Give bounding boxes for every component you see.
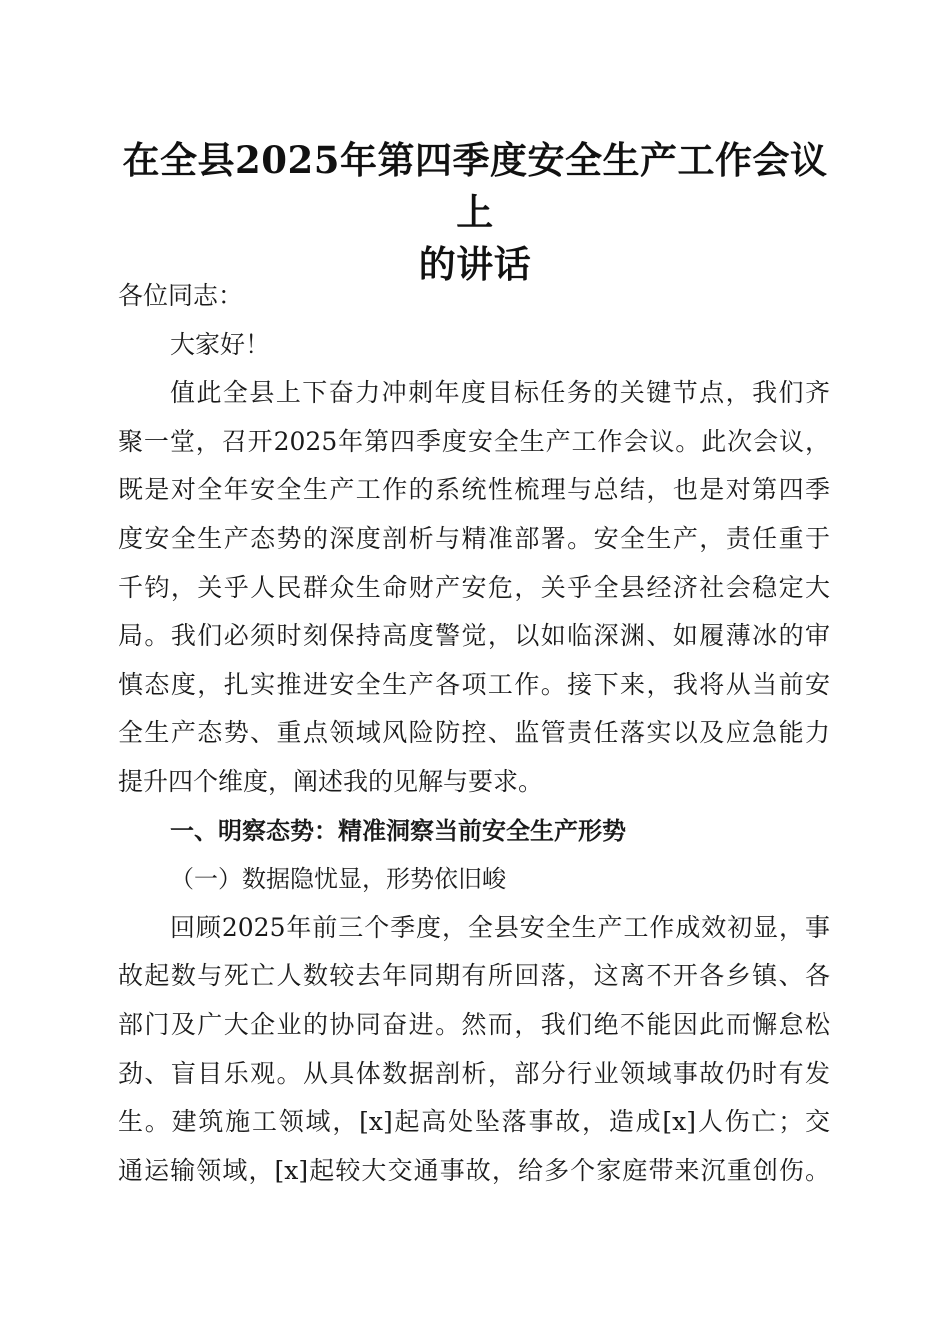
paragraph-line: 值此全县上下奋力冲刺年度目标任务的关键节点，我们齐 (170, 378, 830, 408)
section-heading: 一、明察态势：精准洞察当前安全生产形势 (170, 816, 626, 845)
paragraph-line: 通运输领域，[x]起较大交通事故，给多个家庭带来沉重创伤。 (118, 1155, 830, 1185)
paragraph-line: 回顾2025年前三个季度，全县安全生产工作成效初显，事 (170, 912, 830, 942)
paragraph-line: 慎态度，扎实推进安全生产各项工作。接下来，我将从当前安 (118, 669, 830, 699)
title-line-2: 的讲话 (418, 242, 532, 286)
paragraph-line: 局。我们必须时刻保持高度警觉，以如临深渊、如履薄冰的审 (118, 621, 830, 651)
paragraph-line: 部门及广大企业的协同奋进。然而，我们绝不能因此而懈怠松 (118, 1009, 830, 1039)
paragraph-line: 全生产态势、重点领域风险防控、监管责任落实以及应急能力 (118, 718, 830, 748)
paragraph-line: 千钧，关乎人民群众生命财产安危，关乎全县经济社会稳定大 (118, 572, 830, 602)
paragraph-line: 既是对全年安全生产工作的系统性梳理与总结，也是对第四季 (118, 475, 830, 505)
paragraph-line: 度安全生产态势的深度剖析与精准部署。安全生产，责任重于 (118, 523, 830, 553)
paragraph-line: 提升四个维度，阐述我的见解与要求。 (118, 766, 544, 796)
paragraph-line: 故起数与死亡人数较去年同期有所回落，这离不开各乡镇、各 (118, 961, 830, 991)
subsection-heading: （一）数据隐忧显，形势依旧峻 (170, 865, 506, 894)
paragraph-line: 劲、盲目乐观。从具体数据剖析，部分行业领域事故仍时有发 (118, 1058, 830, 1088)
title-line-1: 在全县2025年第四季度安全生产工作会议上 (122, 138, 828, 234)
document-title (110, 134, 840, 290)
paragraph-line: 生。建筑施工领域，[x]起高处坠落事故，造成[x]人伤亡；交 (118, 1107, 830, 1137)
greeting: 大家好！ (170, 329, 271, 359)
salutation: 各位同志： (118, 281, 244, 310)
paragraph-review (118, 904, 830, 1196)
document-body (118, 272, 830, 1195)
paragraph-line: 聚一堂，召开2025年第四季度安全生产工作会议。此次会议， (118, 426, 830, 456)
paragraph-intro (118, 369, 830, 806)
